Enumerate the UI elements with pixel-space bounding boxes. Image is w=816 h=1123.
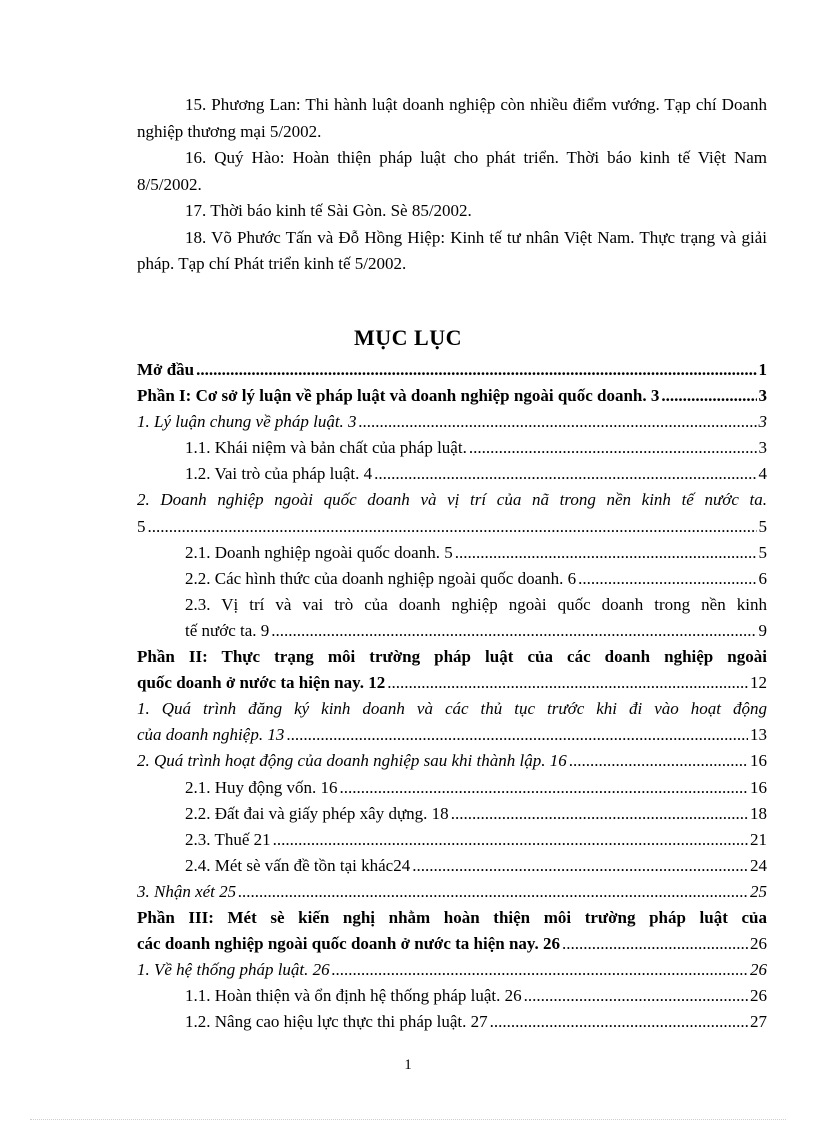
reference-item: 18. Võ Phước Tấn và Đỗ Hồng Hiệp: Kinh tế tư nhân Việt Nam. Thực trạng và giải pháp. Tạp chí Phát triển kinh tế 5/2002. bbox=[137, 227, 767, 273]
toc-entry-text: các doanh nghiệp ngoài quốc doanh ở nước ta hiện nay. 26 bbox=[137, 934, 560, 954]
toc-entry[interactable] bbox=[137, 566, 767, 592]
table-of-contents bbox=[137, 357, 767, 1035]
toc-leader bbox=[562, 931, 748, 957]
page-break-divider bbox=[30, 1119, 786, 1120]
toc-entry-first-line[interactable]: Phần III: Mét sè kiến nghị nhằm hoàn thiện môi trường pháp luật của bbox=[137, 907, 767, 927]
toc-entry-text: 2.1. Huy động vốn. 16 bbox=[185, 777, 338, 797]
toc-leader bbox=[340, 775, 748, 801]
toc-leader bbox=[273, 827, 748, 853]
toc-entry[interactable] bbox=[137, 931, 767, 957]
toc-entry-text: 2.1. Doanh nghiệp ngoài quốc doanh. 5 bbox=[185, 542, 453, 562]
toc-entry[interactable] bbox=[137, 670, 767, 696]
toc-leader bbox=[469, 435, 757, 461]
toc-leader bbox=[569, 748, 748, 774]
toc-entry-text: 2.4. Mét sè vấn đề tồn tại khác24 bbox=[185, 855, 411, 875]
toc-page-number: 3 bbox=[758, 386, 767, 406]
toc-leader bbox=[387, 670, 748, 696]
toc-entry[interactable] bbox=[137, 827, 767, 853]
reference-item: 15. Phương Lan: Thi hành luật doanh nghiệp còn nhiều điểm vướng. Tạp chí Doanh nghiệp thương mại 5/2002. bbox=[137, 95, 767, 141]
toc-entry-first-line[interactable]: 1. Quá trình đăng ký kinh doanh và các thủ tục trước khi đi vào hoạt động bbox=[137, 699, 767, 719]
toc-leader bbox=[271, 618, 756, 644]
toc-page-number: 25 bbox=[750, 881, 767, 901]
toc-page-number: 16 bbox=[750, 751, 767, 771]
toc-entry[interactable] bbox=[137, 775, 767, 801]
toc-entry-text: 2.2. Các hình thức của doanh nghiệp ngoài quốc doanh. 6 bbox=[185, 568, 577, 588]
toc-page-number: 21 bbox=[750, 829, 767, 849]
toc-entry[interactable] bbox=[137, 879, 767, 905]
toc-entry-text: 2.2. Đất đai và giấy phép xây dựng. 18 bbox=[185, 803, 449, 823]
toc-page-number: 12 bbox=[750, 673, 767, 693]
toc-entry-text: tế nước ta. 9 bbox=[185, 620, 270, 640]
page-number: 1 bbox=[404, 1057, 412, 1073]
toc-entry[interactable] bbox=[137, 514, 767, 540]
toc-leader bbox=[578, 566, 756, 592]
toc-entry-text: 1.1. Khái niệm và bản chất của pháp luật. bbox=[185, 438, 467, 458]
toc-page-number: 4 bbox=[758, 464, 767, 484]
toc-leader bbox=[374, 461, 756, 487]
toc-entry[interactable] bbox=[137, 1009, 767, 1035]
toc-leader bbox=[196, 357, 756, 383]
toc-entry[interactable] bbox=[137, 461, 767, 487]
toc-page-number: 27 bbox=[750, 1012, 767, 1032]
toc-leader bbox=[148, 514, 757, 540]
toc-entry-text: Mở đầu bbox=[137, 360, 195, 379]
toc-leader bbox=[524, 983, 748, 1009]
toc-page-number: 3 bbox=[758, 412, 767, 432]
toc-page-number: 3 bbox=[758, 438, 767, 458]
toc-entry-text: Phần I: Cơ sở lý luận về pháp luật và doanh nghiệp ngoài quốc doanh. 3 bbox=[137, 386, 660, 406]
toc-entry[interactable] bbox=[137, 722, 767, 748]
toc-entry-text: 2. Quá trình hoạt động của doanh nghiệp sau khi thành lập. 16 bbox=[137, 751, 567, 771]
toc-leader bbox=[238, 879, 748, 905]
toc-entry-text: của doanh nghiệp. 13 bbox=[137, 725, 285, 745]
toc-leader bbox=[412, 853, 748, 879]
toc-entry-first-line[interactable]: 2.3. Vị trí và vai trò của doanh nghiệp ngoài quốc doanh trong nền kinh bbox=[185, 594, 767, 614]
toc-entry[interactable] bbox=[137, 540, 767, 566]
toc-entry-text: quốc doanh ở nước ta hiện nay. 12 bbox=[137, 673, 386, 693]
reference-item: 17. Thời báo kinh tế Sài Gòn. Sè 85/2002. bbox=[185, 201, 472, 220]
toc-entry-first-line[interactable]: Phần II: Thực trạng môi trường pháp luật của các doanh nghiệp ngoài bbox=[137, 647, 767, 667]
toc-entry[interactable] bbox=[137, 409, 767, 435]
toc-page-number: 26 bbox=[750, 986, 767, 1006]
toc-page-number: 26 bbox=[750, 934, 767, 954]
toc-leader bbox=[490, 1009, 748, 1035]
toc-entry[interactable] bbox=[137, 383, 767, 409]
toc-entry-text: 1. Về hệ thống pháp luật. 26 bbox=[137, 960, 330, 980]
toc-entry[interactable] bbox=[137, 801, 767, 827]
toc-entry-text: 1. Lý luận chung về pháp luật. 3 bbox=[137, 412, 357, 432]
toc-entry-text: 5 bbox=[137, 516, 146, 536]
toc-entry-text: 3. Nhận xét 25 bbox=[137, 881, 237, 901]
toc-entry-first-line[interactable]: 2. Doanh nghiệp ngoài quốc doanh và vị trí của nã trong nền kinh tế nước ta. bbox=[137, 490, 767, 510]
toc-page-number: 5 bbox=[758, 542, 767, 562]
toc-entry[interactable] bbox=[137, 357, 767, 383]
toc-leader bbox=[661, 383, 756, 409]
toc-entry-text: 2.3. Thuế 21 bbox=[185, 829, 271, 849]
toc-page-number: 9 bbox=[758, 620, 767, 640]
toc-page-number: 6 bbox=[758, 568, 767, 588]
toc-entry[interactable] bbox=[137, 748, 767, 774]
toc-page-number: 24 bbox=[750, 855, 767, 875]
toc-entry[interactable] bbox=[137, 618, 767, 644]
toc-page-number: 13 bbox=[750, 725, 767, 745]
toc-page-number: 18 bbox=[750, 803, 767, 823]
toc-page-number: 1 bbox=[758, 360, 767, 379]
toc-entry-text: 1.2. Vai trò của pháp luật. 4 bbox=[185, 464, 373, 484]
toc-page-number: 5 bbox=[758, 516, 767, 536]
toc-entry-text: 1.2. Nâng cao hiệu lực thực thi pháp luật. 27 bbox=[185, 1012, 488, 1032]
toc-page-number: 16 bbox=[750, 777, 767, 797]
toc-entry[interactable] bbox=[137, 853, 767, 879]
toc-page-number: 26 bbox=[750, 960, 767, 980]
toc-leader bbox=[359, 409, 757, 435]
reference-list bbox=[137, 92, 767, 278]
toc-entry[interactable] bbox=[137, 435, 767, 461]
toc-leader bbox=[455, 540, 757, 566]
toc-title: MỤC LỤC bbox=[354, 325, 462, 350]
toc-leader bbox=[286, 722, 748, 748]
toc-leader bbox=[451, 801, 748, 827]
toc-entry[interactable] bbox=[137, 983, 767, 1009]
reference-item: 16. Quý Hào: Hoàn thiện pháp luật cho phát triển. Thời báo kinh tế Việt Nam 8/5/2002. bbox=[137, 148, 767, 194]
toc-entry-text: 1.1. Hoàn thiện và ổn định hệ thống pháp luật. 26 bbox=[185, 986, 522, 1006]
toc-leader bbox=[332, 957, 748, 983]
toc-entry[interactable] bbox=[137, 957, 767, 983]
